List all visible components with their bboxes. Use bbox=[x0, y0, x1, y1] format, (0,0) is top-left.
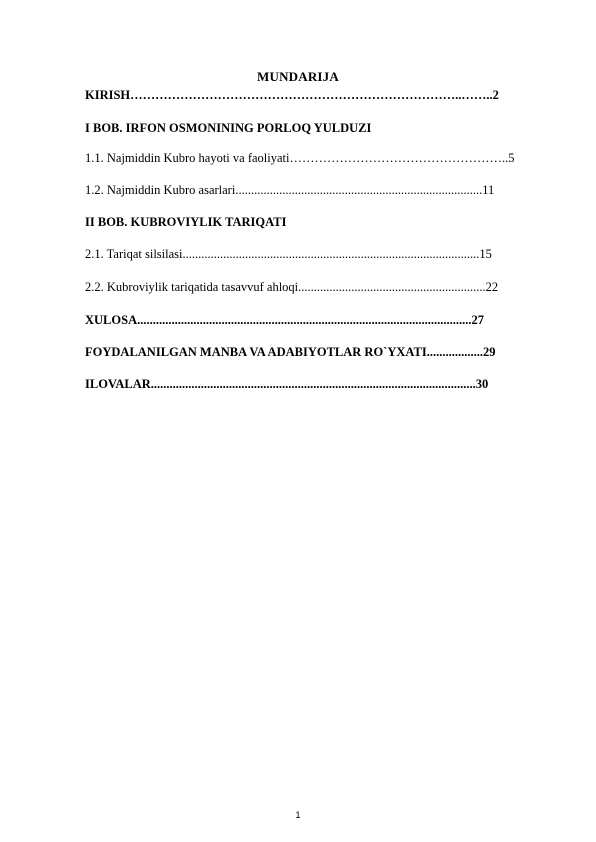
toc-entry-kirish bbox=[85, 88, 552, 103]
toc-leader-dots: ........................................................................................................ bbox=[150, 377, 476, 391]
toc-leader-dots: ............................................................ bbox=[298, 280, 486, 294]
toc-entry-text: 2.2. Kubroviylik tariqatida tasavvuf ahloqi bbox=[85, 280, 299, 294]
toc-entry-text: XULOSA bbox=[85, 313, 138, 327]
toc-leader-dots: …………………………………………….. bbox=[289, 151, 509, 165]
toc-entry-text: FOYDALANILGAN MANBA VA ADABIYOTLAR RO`YXATI bbox=[85, 345, 427, 359]
toc-entry-text: 2.1. Tariqat silsilasi bbox=[85, 247, 183, 261]
toc-leader-dots: ............................................................................................... bbox=[182, 247, 480, 261]
page-number-footer: 1 bbox=[295, 810, 301, 820]
toc-entry-text: ILOVALAR bbox=[85, 377, 151, 391]
toc-entry-chapter-2 bbox=[85, 215, 552, 230]
toc-leader-dots: ........................................................................................................... bbox=[137, 313, 472, 327]
toc-page-number: 15 bbox=[479, 247, 492, 261]
toc-page-number: 30 bbox=[475, 377, 489, 391]
toc-entry-2-1 bbox=[85, 247, 552, 262]
toc-entry-chapter-1 bbox=[85, 121, 552, 136]
toc-entry-ilovalar bbox=[85, 377, 552, 392]
toc-entry-text: II BOB. KUBROVIYLIK TARIQATI bbox=[85, 215, 287, 229]
toc-leader-dots: .................. bbox=[426, 345, 483, 359]
document-title: MUNDARIJA bbox=[257, 69, 339, 84]
toc-entry-text: I BOB. IRFON OSMONINING PORLOQ YULDUZI bbox=[85, 121, 372, 135]
toc-entry-text: 1.1. Najmiddin Kubro hayoti va faoliyati bbox=[85, 151, 290, 165]
toc-entry-1-1 bbox=[85, 151, 552, 166]
toc-page-number: 11 bbox=[482, 183, 495, 197]
toc-page-number: 2 bbox=[492, 88, 499, 102]
toc-entry-2-2 bbox=[85, 280, 552, 295]
toc-page-number: 29 bbox=[482, 345, 496, 359]
toc-page-number: 22 bbox=[485, 280, 499, 294]
toc-entry-1-2 bbox=[85, 183, 552, 198]
toc-entry-xulosa bbox=[85, 313, 552, 328]
toc-leader-dots: ............................................................................... bbox=[235, 183, 483, 197]
toc-leader-dots: ……………………………………………………………………..…….. bbox=[130, 88, 493, 102]
toc-entry-text: 1.2. Najmiddin Kubro asarlari bbox=[85, 183, 236, 197]
toc-page-number: 27 bbox=[471, 313, 484, 327]
toc-entry-text: KIRISH bbox=[85, 88, 131, 102]
toc-entry-references bbox=[85, 345, 552, 360]
toc-page-number: 5 bbox=[508, 151, 515, 165]
